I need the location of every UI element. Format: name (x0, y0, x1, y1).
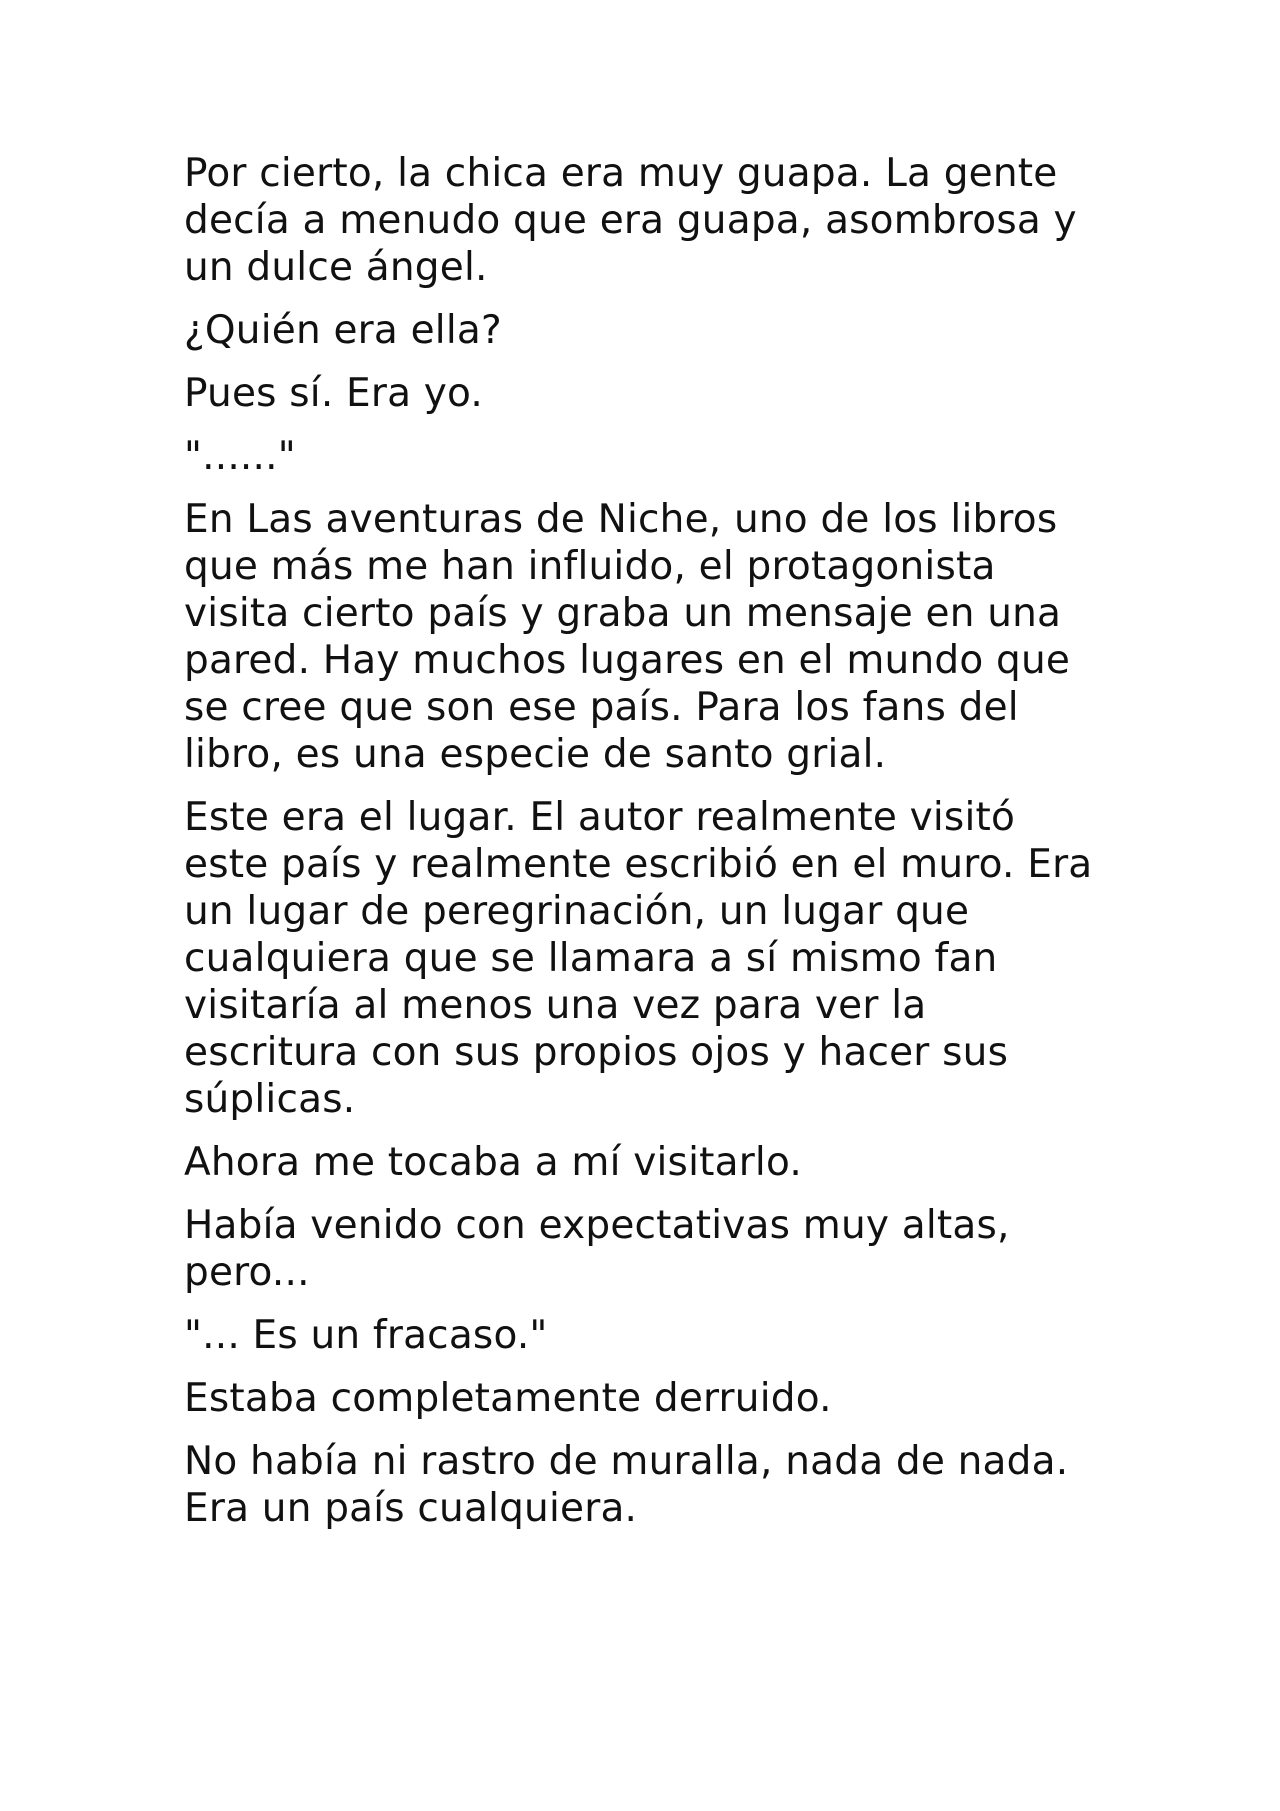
paragraph: Por cierto, la chica era muy guapa. La gente decía a menudo que era guapa, asombrosa y un dulce ángel. (184, 151, 1077, 290)
paragraph: Estaba completamente derruido. (184, 1376, 832, 1421)
paragraph: Pues sí. Era yo. (184, 371, 484, 416)
paragraph: "... Es un fracaso." (184, 1313, 548, 1358)
paragraph: No había ni rastro de muralla, nada de nada. Era un país cualquiera. (184, 1439, 1069, 1531)
paragraph: Este era el lugar. El autor realmente visitó este país y realmente escribió en el muro. Era un lugar de peregrinación, un lugar que cualquiera que se llamara a sí mismo fan visitaría al menos una vez para ver la escritura con sus propios ojos y hacer sus súplicas. (184, 795, 1093, 1122)
paragraph: "......" (184, 434, 296, 479)
paragraph: ¿Quién era ella? (184, 308, 502, 353)
paragraph: Ahora me tocaba a mí visitarlo. (184, 1140, 802, 1185)
paragraph: Había venido con expectativas muy altas, pero... (184, 1203, 1010, 1295)
text-body (184, 150, 1104, 1548)
paragraph: En Las aventuras de Niche, uno de los libros que más me han influido, el protagonista visita cierto país y graba un mensaje en una pared. Hay muchos lugares en el mundo que se cree que son ese país. Para los fans del libro, es una especie de santo grial. (184, 497, 1071, 777)
